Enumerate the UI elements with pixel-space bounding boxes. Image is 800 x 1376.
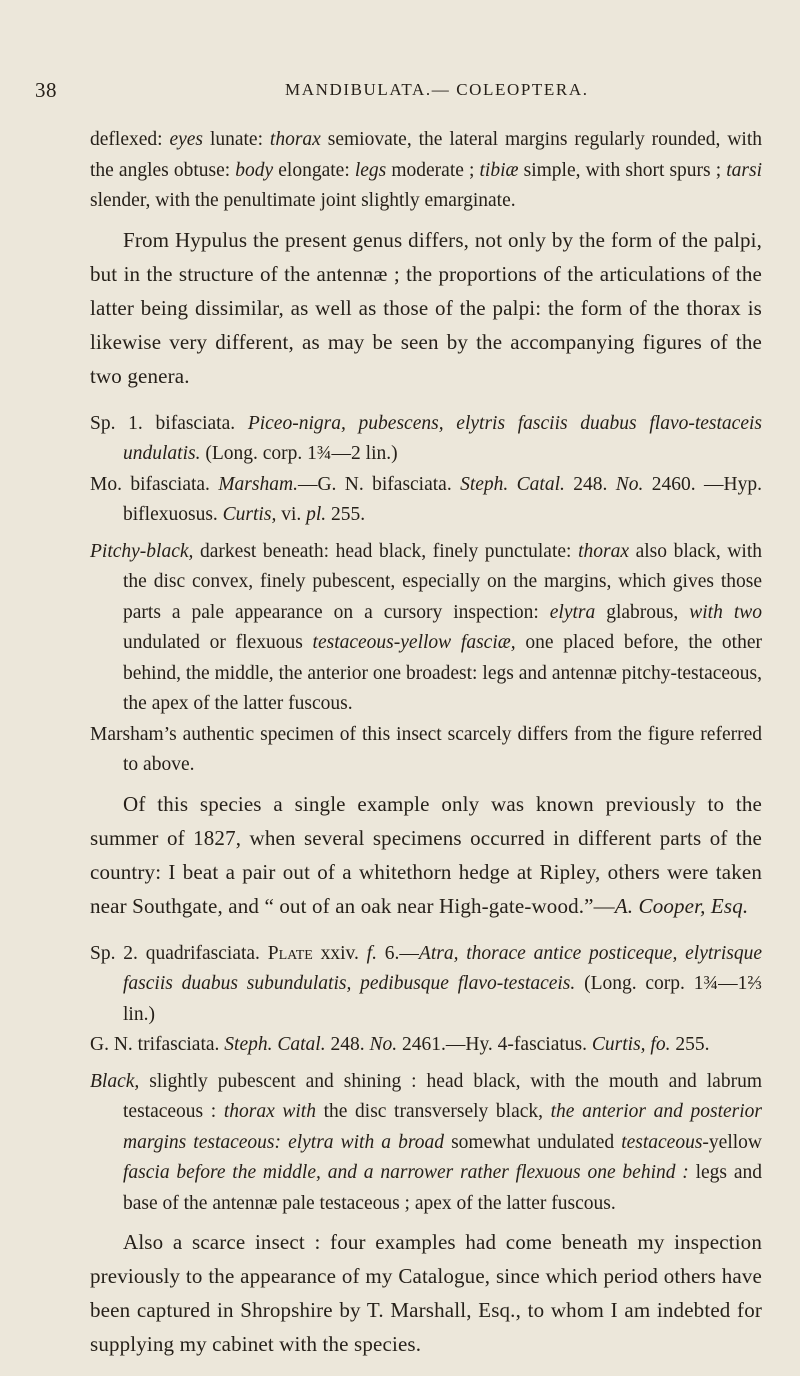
page-header	[35, 78, 755, 108]
species-2-heading: Sp. 2. quadrifasciata. Plate xxiv. f. 6.—Atra, thorace antice posticeque, elytrisque fasciis duabus subundulatis, pedibusque flavo-testaceis. (Long. corp. 1¾—1⅔ lin.)	[90, 942, 763, 1025]
species-1-synonymy: Mo. bifasciata. Marsham.—G. N. bifasciata. Steph. Catal. 248. No. 2460. —Hyp. biflexuosus. Curtis, vi. pl. 255.	[90, 473, 763, 525]
species-1-description: Pitchy-black, darkest beneath: head black, finely punctulate: thorax also black, with the disc convex, finely pubescent, especially on the margins, which gives those parts a pale appearance on a cursory inspection: elytra glabrous, with two undulated or flexuous testaceous-yellow fasciæ, one placed before, the other behind, the middle, the anterior one broadest: legs and antennæ pitchy-testaceous, the apex of the latter fuscous.	[90, 540, 762, 714]
species-1-capture-paragraph: Of this species a single example only was known previously to the summer of 1827, when several specimens occurred in different parts of the country: I beat a pair out of a whitethorn hedge at Ripley, others were taken near Southgate, and “ out of an oak near High-gate-wood.”—A. Cooper, Esq.	[90, 791, 762, 918]
page-number: 38	[35, 78, 57, 102]
species-1-heading: Sp. 1. bifasciata. Piceo-nigra, pubescens, elytris fasciis duabus flavo-testaceis undulatis. (Long. corp. 1¾—2 lin.)	[90, 412, 762, 464]
page-text	[90, 125, 762, 1361]
species-2-synonymy: G. N. trifasciata. Steph. Catal. 248. No. 2461.—Hy. 4-fasciatus. Curtis, fo. 255.	[90, 1034, 710, 1055]
species-2-description: Black, slightly pubescent and shining : head black, with the mouth and labrum testaceous : thorax with the disc transversely black, the anterior and posterior margins testaceous: elytra with a broad somewhat undulated testaceous-yellow fascia before the middle, and a narrower rather flexuous one behind : legs and base of the antennæ pale testaceous ; apex of the latter fuscous.	[90, 1070, 762, 1214]
running-head: MANDIBULATA.— COLEOPTERA.	[285, 80, 589, 99]
species-2-capture-paragraph: Also a scarce insect : four examples had come beneath my inspection previously to the appearance of my Catalogue, since which period others have been captured in Shropshire by T. Marshall, Esq., to whom I am indebted for supplying my cabinet with the species.	[90, 1230, 762, 1356]
genus-comparison-paragraph: From Hypulus the present genus differs, not only by the form of the palpi, but in the structure of the antennæ ; the proportions of the articulations of the latter being dissimilar, as well as those of the palpi: the form of the thorax is likewise very different, as may be seen by the accompanying figures of the two genera.	[90, 227, 762, 388]
genus-description-continued: deflexed: eyes lunate: thorax semiovate, the lateral margins regularly rounded, with the angles obtuse: body elongate: legs moderate ; tibiæ simple, with short spurs ; tarsi slender, with the penultimate joint slightly emarginate.	[90, 129, 763, 211]
species-1-marsham-note: Marsham’s authentic specimen of this insect scarcely differs from the figure referred to above.	[90, 723, 762, 775]
